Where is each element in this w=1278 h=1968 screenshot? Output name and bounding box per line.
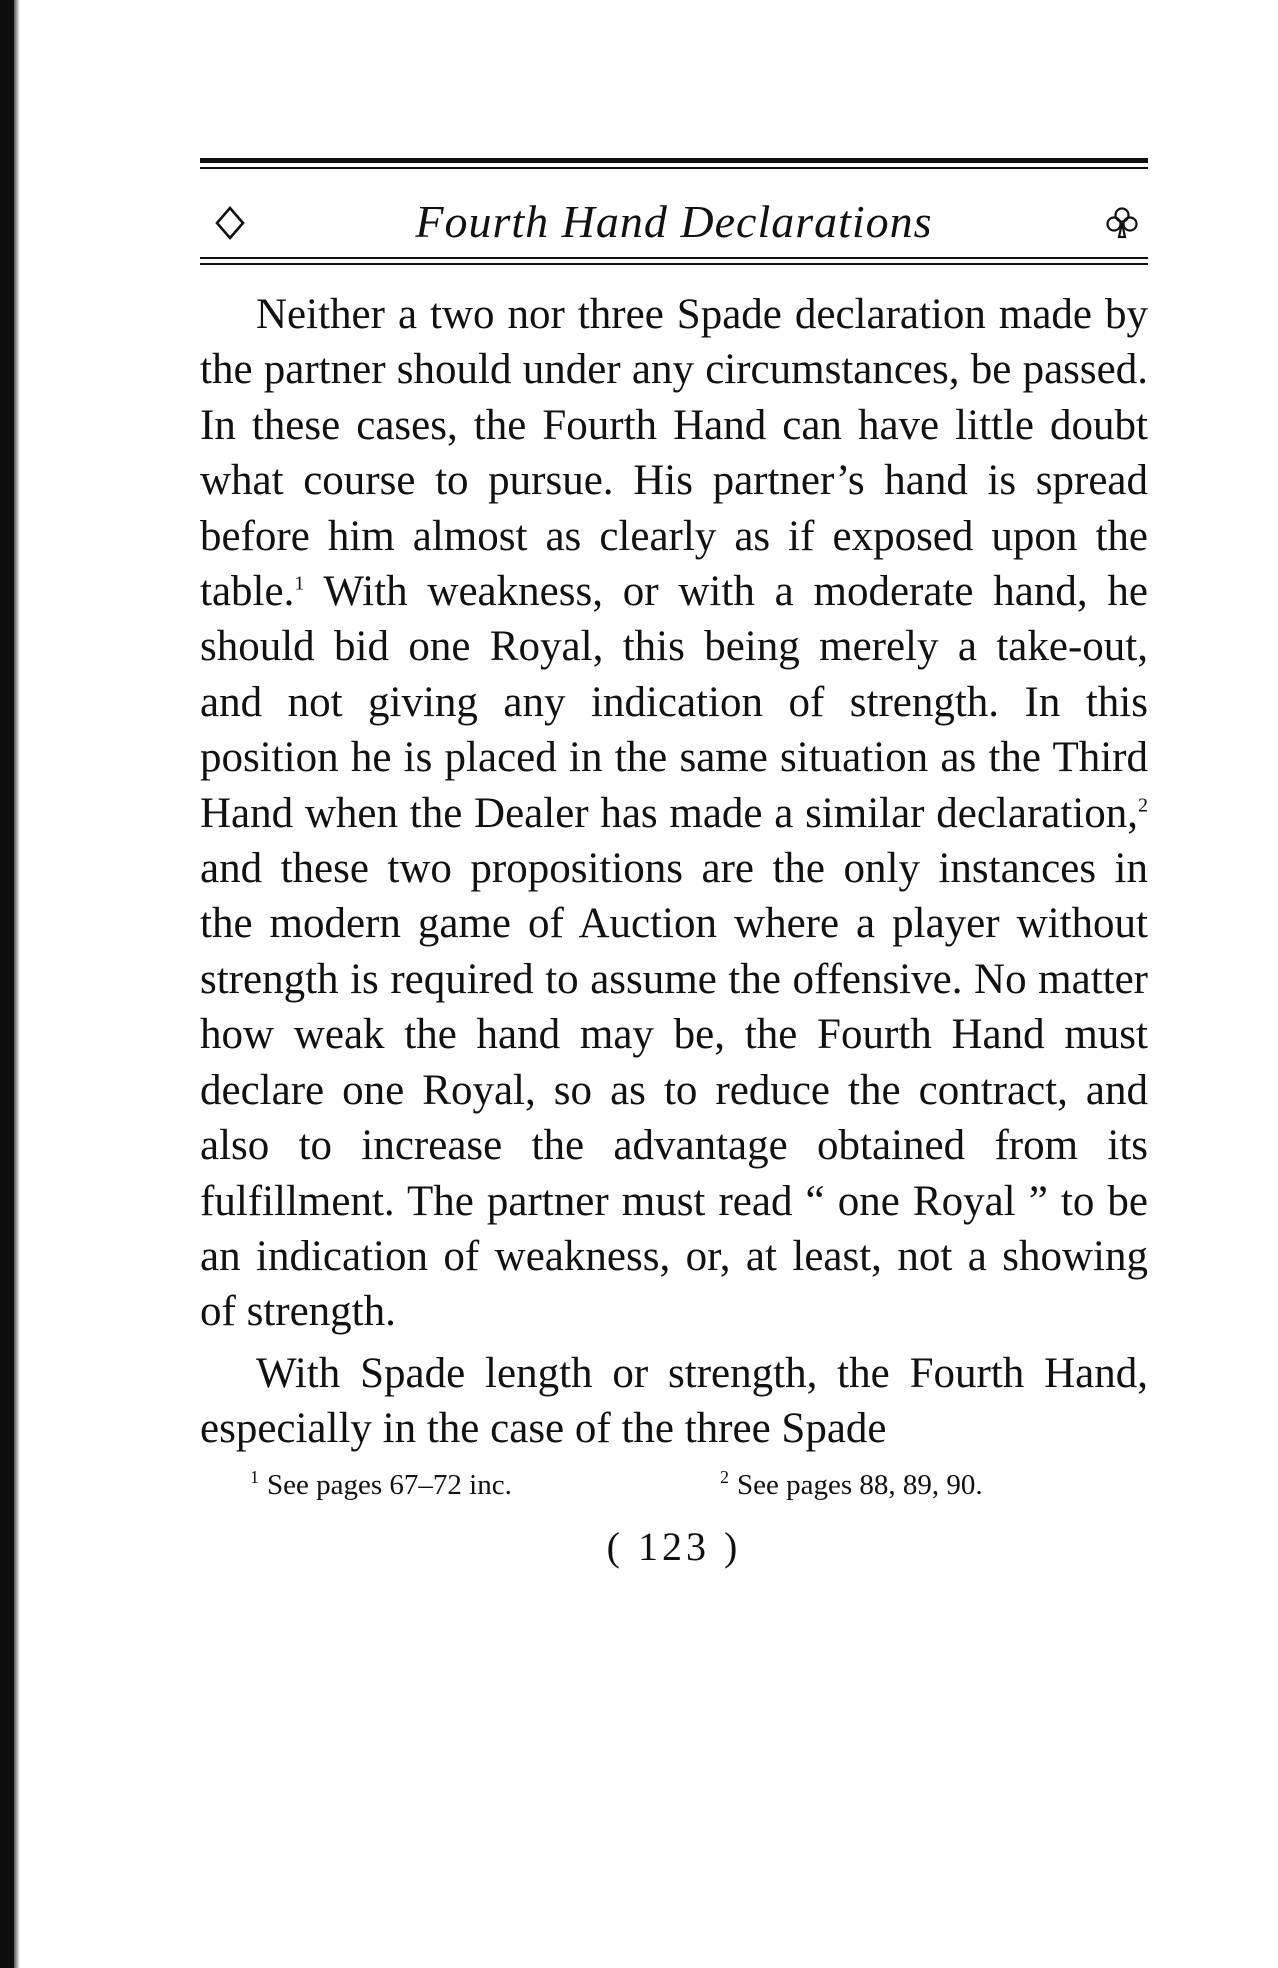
book-binding-edge <box>0 0 14 1968</box>
paragraph-1 <box>200 287 1148 1340</box>
paragraph-1-text-b: With weakness, or with a moderate hand, he should bid one Royal, this being merely a take-out, and not giving any indication of strength. In this position he is placed in the same situation as the Third Hand when the Dealer has made a similar declaration, <box>200 568 1148 837</box>
header-rule-lower-thin-2 <box>200 263 1148 265</box>
book-page <box>200 158 1148 1570</box>
binding-shadow <box>14 0 20 1968</box>
footnote-2 <box>720 1467 983 1503</box>
body-text <box>200 287 1148 1457</box>
page-number: ( 123 ) <box>606 1523 742 1569</box>
footnote-2-mark: 2 <box>720 1466 729 1487</box>
paragraph-2: With Spade length or strength, the Fourth Hand, especially in the case of the three Spade <box>200 1349 1148 1453</box>
footnote-ref-2: 2 <box>1138 794 1148 817</box>
header-rules-bottom <box>200 257 1148 265</box>
paragraph-1-text-a: Neither a two nor three Spade declaration made by the partner should under any circumstances, be passed. In these cases, the Fourth Hand can have little doubt what course to pursue. His partner’s hand is spread before him almost as clearly as if exposed upon the table. <box>200 291 1148 616</box>
running-head <box>200 169 1148 257</box>
club-icon <box>1104 205 1140 241</box>
footnotes <box>200 1467 1148 1507</box>
footnote-1 <box>250 1467 512 1503</box>
footnote-2-text: See pages 88, 89, 90. <box>737 1468 983 1501</box>
paragraph-1-text-c: and these two propositions are the only instances in the modern game of Auction where a player without strength is required to assume the offensive. No matter how weak the hand may be, the Fourth Hand must declare one Royal, so as to reduce the contract, and also to increase the advantage obtained from its fulfillment. The partner must read “ one Royal ” to be an indication of weakness, or, at least, not a showing of strength. <box>200 845 1148 1336</box>
header-rules-top <box>200 158 1148 169</box>
running-head-title: Fourth Hand Declarations <box>415 196 933 247</box>
footnote-ref-1: 1 <box>294 572 305 595</box>
footnote-1-text: See pages 67–72 inc. <box>267 1468 512 1501</box>
footnote-1-mark: 1 <box>250 1466 259 1487</box>
